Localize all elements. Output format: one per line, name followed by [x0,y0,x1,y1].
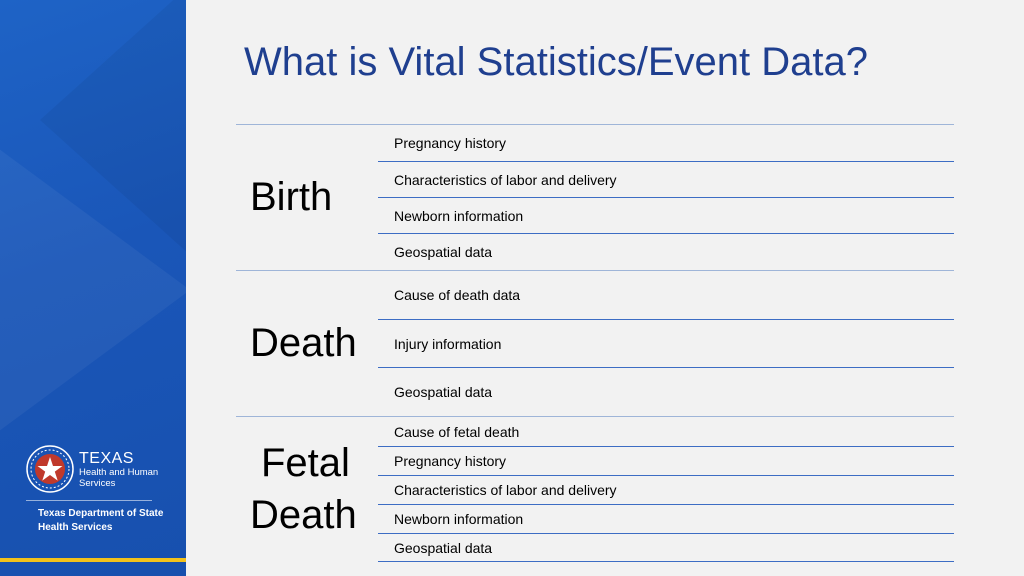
list-item: Newborn information [378,197,954,233]
page-title: What is Vital Statistics/Event Data? [244,40,868,84]
group-items [378,417,954,562]
sidebar-panel [0,0,186,576]
group-label-fetal-death [250,439,357,539]
group-items [378,271,954,416]
list-item: Geospatial data [378,533,954,562]
group-label-line: Death [250,321,357,365]
dshs-line-1: Texas Department of State [38,508,164,519]
group-birth [236,124,954,270]
list-item: Characteristics of labor and delivery [378,475,954,504]
group-label-birth [250,173,332,221]
group-label-line: Fetal [261,441,350,485]
group-death [236,270,954,416]
logo-subtitle-1: Health and Human [79,467,159,478]
list-item: Cause of fetal death [394,423,520,440]
list-item: Pregnancy history [378,446,954,475]
list-item: Newborn information [378,504,954,533]
list-item: Pregnancy history [394,135,507,151]
texas-seal-icon [26,445,74,493]
logo-divider [26,500,152,501]
vital-statistics-table [236,124,954,562]
group-label-line: Birth [250,175,333,219]
dshs-line-2: Health Services [38,522,113,533]
dshs-label [38,507,163,535]
list-item: Geospatial data [378,367,954,416]
list-item: Cause of death data [394,287,521,303]
group-fetal-death [236,416,954,562]
group-label-death [250,319,357,367]
logo-subtitle-2: Services [79,478,116,489]
group-items [378,125,954,270]
hhs-logo-text [79,451,158,489]
decorative-shape [40,0,186,300]
logo-name: TEXAS [79,450,134,467]
list-item: Characteristics of labor and delivery [378,161,954,197]
accent-bar [0,558,186,562]
list-item: Geospatial data [378,233,954,270]
list-item: Injury information [378,319,954,367]
group-label-line: Death [250,493,357,537]
